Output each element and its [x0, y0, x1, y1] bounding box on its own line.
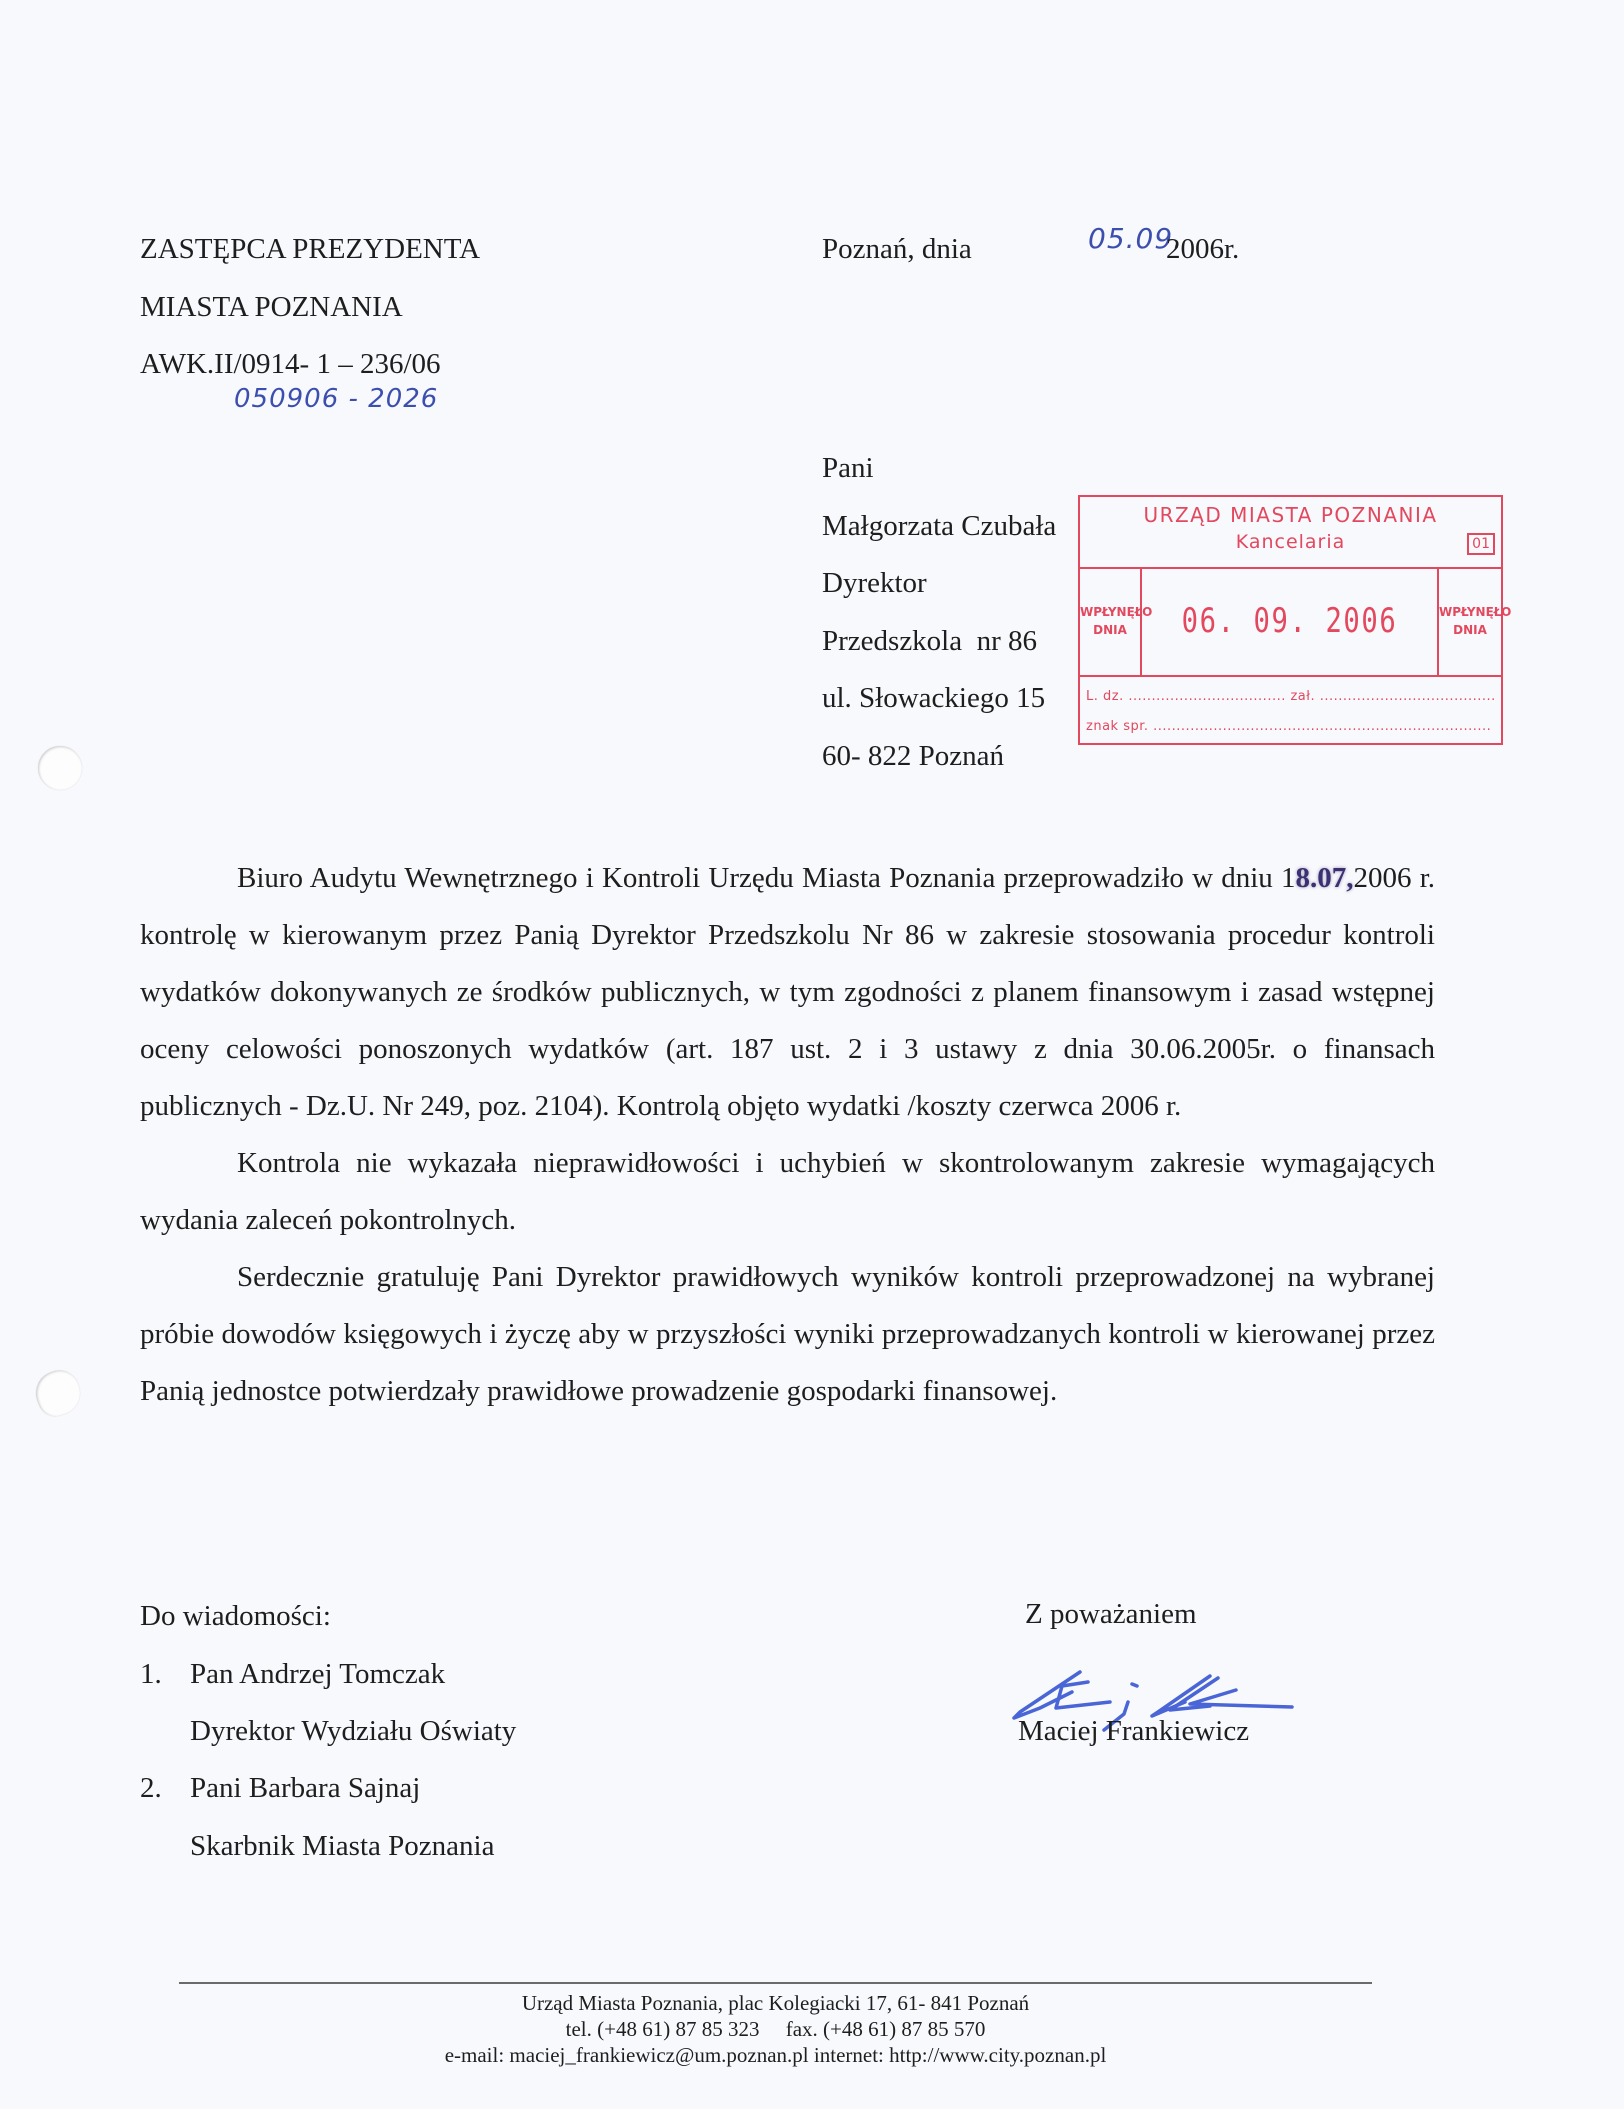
recipient-postal-city: 60- 822 Poznań [822, 740, 1005, 772]
reference-number: AWK.II/0914- 1 – 236/06 [140, 348, 441, 380]
recipient-salutation: Pani [822, 452, 874, 484]
paragraph-1 [140, 850, 1435, 1135]
footer-contact: e-mail: maciej_frankiewicz@um.poznan.pl internet: http://www.city.poznan.pl [444, 2043, 1107, 2067]
recipient-street: ul. Słowackiego 15 [822, 682, 1046, 714]
cc-item-2-name: Pani Barbara Sajnaj [190, 1772, 421, 1804]
stamp-date: 06. 09. 2006 [1181, 601, 1398, 641]
sender-title-line1: ZASTĘPCA PREZYDENTA [140, 233, 481, 265]
punch-hole-bottom [30, 1365, 86, 1421]
sender-title-line2: MIASTA POZNANIA [140, 291, 403, 323]
stamp-header [1080, 497, 1501, 569]
stamp-line-znak: znak spr. ......................................................................... [1086, 719, 1492, 734]
cc-item-2-number: 2. [140, 1772, 162, 1804]
paragraph-1-text-a: Biuro Audytu Wewnętrznego i Kontroli Urzędu Miasta Poznania przeprowadziło w dniu 1 [237, 862, 1296, 894]
cc-item-2-role: Skarbnik Miasta Poznania [190, 1830, 495, 1862]
stamp-line-ldz: L. dz. .................................. zał. ...................................... [1086, 689, 1496, 704]
handwritten-reference: 050906 - 2026 [234, 384, 439, 414]
date-year: 2006r. [1166, 233, 1240, 265]
closing-phrase: Z poważaniem [1025, 1598, 1197, 1630]
stamp-date-row [1080, 567, 1512, 677]
footer-divider [179, 1982, 1372, 1984]
received-stamp [1078, 495, 1512, 745]
stamp-label-right-1: WPŁYNĘŁO [1439, 605, 1512, 619]
cc-heading: Do wiadomości: [140, 1600, 331, 1632]
letter-body [140, 850, 1435, 1420]
stamp-label-left-1: WPŁYNĘŁO [1080, 605, 1153, 619]
cc-item-1-name: Pan Andrzej Tomczak [190, 1658, 446, 1690]
stamp-label-right [1437, 567, 1512, 675]
punch-hole-top [38, 746, 82, 790]
stamp-label-right-2: DNIA [1453, 623, 1487, 637]
paragraph-3: Serdecznie gratuluję Pani Dyrektor prawidłowych wyników kontroli przeprowadzonej na wybranej próbie dowodów księgowych i życzę aby w przyszłości wyniki przeprowadzanych kontroli w kierowanej przez Panią jednostce potwierdzały prawidłowe prowadzenie gospodarki finansowej. [140, 1261, 1435, 1407]
footer-phone-fax: tel. (+48 61) 87 85 323 fax. (+48 61) 87 85 570 [565, 2017, 986, 2041]
stamp-title: URZĄD MIASTA POZNANIA [1143, 503, 1438, 527]
place-date-label: Poznań, dnia [822, 233, 972, 265]
signatory-name: Maciej Frankiewicz [1018, 1715, 1250, 1747]
paragraph-2: Kontrola nie wykazała nieprawidłowości i uchybień w skontrolowanym zakresie wymagających wydania zaleceń pokontrolnych. [140, 1147, 1435, 1236]
recipient-position: Dyrektor [822, 567, 927, 599]
footer-address: Urząd Miasta Poznania, plac Kolegiacki 17, 61- 841 Poznań [521, 1991, 1030, 2015]
stamp-code: 01 [1467, 533, 1495, 555]
cc-item-1-role: Dyrektor Wydziału Oświaty [190, 1715, 517, 1747]
cc-item-1-number: 1. [140, 1658, 162, 1690]
paragraph-1-text-b: 2006 r. kontrolę w kierowanym przez Panią Dyrektor Przedszkolu Nr 86 w zakresie stosowania procedur kontroli wydatków dokonywanych ze środków publicznych, w tym zgodności z planem finansowym i zasad wstępnej oceny celowości ponoszonych wydatków (art. 187 ust. 2 i 3 ustawy z dnia 30.06.2005r. o finansach publicznych - Dz.U. Nr 249, poz. 2104). Kontrolą objęto wydatki /koszty czerwca 2006 r. [140, 862, 1435, 1122]
stamp-label-left-2: DNIA [1093, 623, 1127, 637]
recipient-institution: Przedszkola nr 86 [822, 625, 1038, 657]
stamp-label-left [1080, 567, 1153, 675]
recipient-name: Małgorzata Czubała [822, 510, 1057, 542]
stamp-subtitle: Kancelaria [1235, 531, 1346, 553]
handwritten-date: 05.09. [1088, 222, 1184, 255]
smudged-date: 8.07, [1295, 862, 1354, 894]
